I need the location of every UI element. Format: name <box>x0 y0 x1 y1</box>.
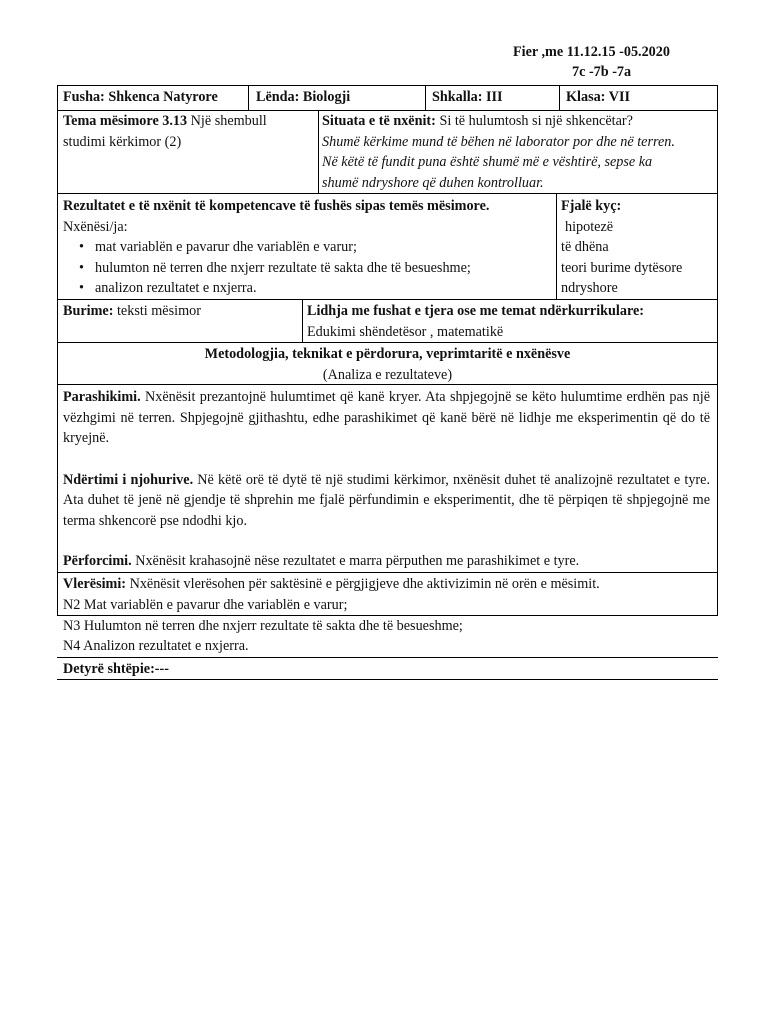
keyword-item: teori burime dytësore <box>561 259 683 276</box>
vleresimi-label: Vlerësimi: <box>63 576 127 592</box>
shkalla-cell: Shkalla: III <box>432 89 503 105</box>
parashikimi-text: Nxënësit prezantojnë hulumtimet që kanë kryer. Ata shpjegojnë se këto hulumtime erdhën pas një vëzhgimi në terren. Shpjegojnë gjithashtu, edhe parashikimet që kanë bërë në lidhje me eksperimentin që do të kryejnë. <box>63 389 710 446</box>
list-item: • mat variablën e pavarur dhe variablën e varur; <box>73 237 555 258</box>
lidhja-text: Edukimi shëndetësor , matematikë <box>307 323 504 340</box>
header-classes: 7c -7b -7a <box>572 64 632 80</box>
lenda-cell: Lënda: Biologji <box>256 89 351 105</box>
perforcimi-paragraph <box>63 551 710 572</box>
situata-question: Si të hulumtosh si një shkencëtar? <box>435 113 633 129</box>
situata-label: Situata e të nxënit: <box>322 113 436 129</box>
perforcimi-text: Nxënësit krahasojnë nëse rezultatet e marra përputhen me parashikimet e tyre. <box>131 553 580 569</box>
fjale-kyc-cell <box>561 196 715 299</box>
list-item: • analizon rezultatet e nxjerra. <box>73 278 555 299</box>
situata-cell <box>322 111 714 193</box>
burime-cell <box>63 301 201 322</box>
situata-line-2: Në këtë të fundit puna është shumë më e vështirë, sepse ka <box>322 154 653 170</box>
detyre-shtepie: Detyrë shtëpie:--- <box>63 661 169 677</box>
situata-line-1: Shumë kërkime mund të bëhen në laborator por dhe në terren. <box>322 133 675 150</box>
header-place-date: Fier ,me 11.12.15 -05.2020 <box>513 44 670 60</box>
vleresimi-text: Nxënësit vlerësohen për saktësinë e përgjigjeve dhe aktivizimin në orën e mësimit. <box>126 576 600 592</box>
tema-cell <box>63 111 313 152</box>
fusha-cell: Fusha: Shkenca Natyrore <box>63 89 218 105</box>
keyword-item: hipotezë <box>565 218 614 235</box>
vleresimi-n2: N2 Mat variablën e pavarur dhe variablën e varur; <box>63 596 348 613</box>
rezultatet-intro: Nxënësi/ja: <box>63 218 128 235</box>
keyword-item: të dhëna <box>561 239 609 255</box>
perforcimi-label: Përforcimi. <box>63 553 132 569</box>
fjale-kyc-title: Fjalë kyç: <box>561 198 622 214</box>
tema-label: Tema mësimore 3.13 <box>63 113 188 129</box>
burime-text: teksti mësimor <box>113 303 201 319</box>
ndertimi-text: Në këtë orë të dytë të një studimi kërkimor, nxënësit duhet të analizojnë rezultatet e tyre. Ata duhet të jenë në gjendje të shprehin me fjalë përfundimin e eksperimentit, dhe të përpiqen të shpjegojnë me terma shkencorë pse ndodhi kjo. <box>63 471 711 529</box>
keyword-item: ndryshore <box>561 280 618 296</box>
situata-line-3: shumë ndryshore që duhen kontrolluar. <box>322 174 544 191</box>
tema-text-2: studimi kërkimor (2) <box>63 133 182 150</box>
rezultatet-list <box>73 237 555 299</box>
burime-label: Burime: <box>63 303 114 319</box>
vleresimi-n3: N3 Hulumton në terren dhe nxjerr rezultate të sakta dhe të besueshme; <box>63 618 463 634</box>
ndertimi-paragraph <box>63 470 710 532</box>
metodologjia-cell <box>57 344 718 385</box>
lidhja-cell <box>307 301 715 342</box>
lidhja-title: Lidhja me fushat e tjera ose me temat ndërkurrikulare: <box>307 303 645 319</box>
klasa-cell: Klasa: VII <box>566 89 630 105</box>
metodologjia-title: Metodologjia, teknikat e përdorura, veprimtaritë e nxënësve <box>204 346 571 362</box>
vleresimi-n4: N4 Analizon rezultatet e nxjerra. <box>63 638 249 654</box>
content-cell <box>63 387 711 569</box>
metodologjia-subtitle: (Analiza e rezultateve) <box>322 366 453 383</box>
rezultatet-cell <box>63 196 555 299</box>
list-item: • hulumton në terren dhe nxjerr rezultate të sakta dhe të besueshme; <box>73 258 555 279</box>
ndertimi-label: Ndërtimi i njohurive. <box>63 471 194 488</box>
vleresimi-cell <box>63 574 713 615</box>
rezultatet-title: Rezultatet e të nxënit të kompetencave të fushës sipas temës mësimore. <box>63 198 490 214</box>
parashikimi-label: Parashikimi. <box>63 389 141 405</box>
parashikimi-paragraph <box>63 387 710 449</box>
tema-text-1: Një shembull <box>187 113 267 129</box>
